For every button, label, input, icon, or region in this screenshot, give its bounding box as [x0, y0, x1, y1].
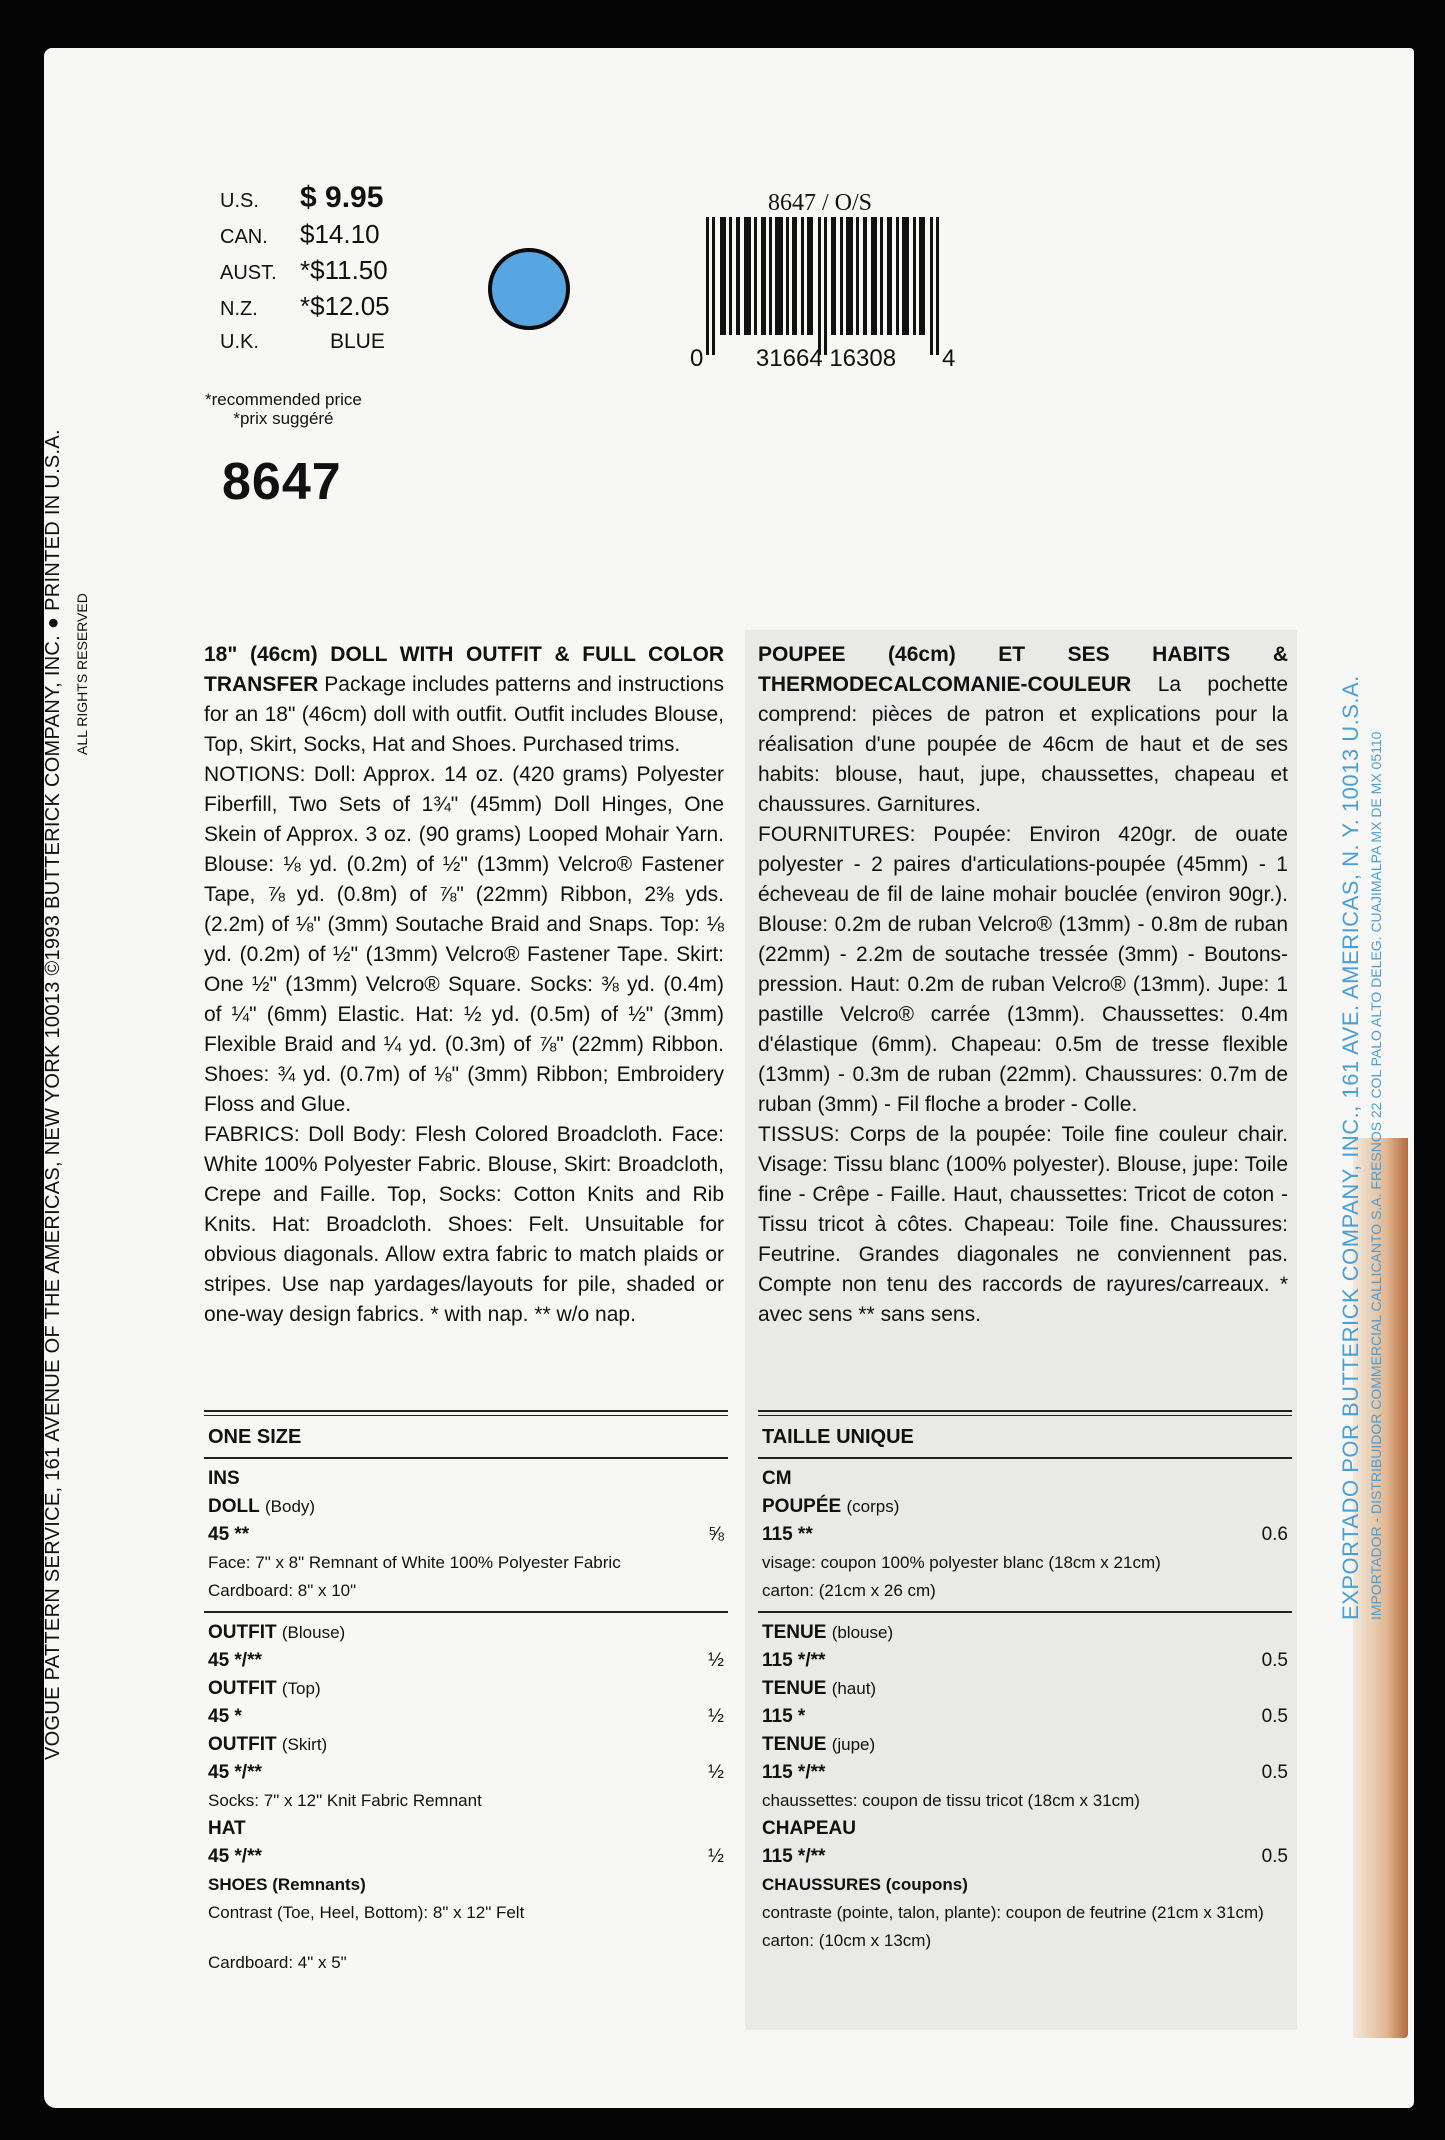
price-value: *$11.50	[300, 255, 388, 285]
hat-yardage	[208, 1843, 724, 1871]
french-fabrics: TISSUS: Corps de la poupée: Toile fine couleur chair. Visage: Tissu blanc (100% polyester). Blouse, jupe: Toile fine - Crêpe - Faille. Haut, chaussettes: Tricot de coton - Tissu tricot à côtes. Chapeau: Toile fine. Chaussures: Feutrine. Grandes diagonales ne conviennent pas. Compte non tenu des raccords de rayures/carreaux. * avec sens ** sans sens.	[758, 1123, 1288, 1326]
importer-line: IMPORTADOR - DISTRIBUIDOR COMMERCIAL CALLICANTO S.A. FRESNOS 22 COL PALO ALTO DELEG. CUAJIMALPA MX DE MX 05110	[1368, 731, 1384, 1620]
pattern-number: 8647	[222, 453, 342, 511]
barcode	[690, 190, 990, 373]
french-description	[758, 640, 1288, 1330]
outfit-block	[758, 1611, 1292, 1961]
doll-label	[208, 1493, 724, 1521]
contrast-note: contraste (pointe, talon, plante): coupon de feutrine (21cm x 31cm)	[762, 1903, 1264, 1922]
doll-subtitle: (Body)	[265, 1497, 316, 1516]
english-intro	[204, 640, 724, 760]
outfit-subtitle: (haut)	[831, 1679, 877, 1698]
rights-reserved: ALL RIGHTS RESERVED	[74, 593, 90, 755]
outfit-block	[204, 1611, 728, 1983]
yardage-amount: ½	[708, 1846, 724, 1867]
barcode-top-text: 8647 / O/S	[767, 190, 872, 216]
socks-note: chaussettes: coupon de tissu tricot (18cm x 31cm)	[762, 1791, 1140, 1810]
face-note: visage: coupon 100% polyester blanc (18cm x 21cm)	[762, 1553, 1161, 1572]
fabric-width: 45 */**	[208, 1762, 262, 1783]
outfit-skirt-label	[208, 1731, 724, 1759]
shoes-label: SHOES (Remnants)	[208, 1875, 366, 1894]
price-label: U.K.	[220, 331, 259, 353]
yardage-amount: 0.6	[1261, 1524, 1288, 1545]
price-label: AUST.	[220, 262, 277, 284]
price-label: CAN.	[220, 226, 268, 248]
hat-label: HAT	[208, 1818, 246, 1839]
outfit-title: OUTFIT	[208, 1622, 277, 1643]
yardage-table-english	[204, 1410, 728, 1983]
face-note: Face: 7" x 8" Remnant of White 100% Polyester Fabric	[208, 1553, 621, 1572]
doll-block	[204, 1459, 728, 1611]
outfit-subtitle: (Blouse)	[281, 1623, 346, 1642]
price-value: *$12.05	[300, 291, 390, 321]
top-yardage	[762, 1703, 1288, 1731]
english-intro-title: 18" (46cm) DOLL WITH OUTFIT & FULL COLOR TRANSFER	[204, 643, 724, 696]
english-fabrics: FABRICS: Doll Body: Flesh Colored Broadcloth. Face: White 100% Polyester Fabric. Blouse, Skirt: Broadcloth, Crepe and Faille. Top, Socks: Cotton Knits and Rib Knits. Hat: Broadcloth. Shoes: Felt. Unsuitable for obvious diagonals. Allow extra fabric to match plaids or stripes. Use nap yardages/layouts for pile, shaded or one-way design fabrics. * with nap. ** w/o nap.	[204, 1123, 724, 1326]
top-yardage	[208, 1703, 724, 1731]
outfit-blouse-label	[762, 1619, 1288, 1647]
outfit-title: TENUE	[762, 1678, 827, 1699]
fabric-width: 115 **	[762, 1524, 813, 1545]
fabric-width: 115 */**	[762, 1762, 826, 1783]
outfit-top-label	[762, 1675, 1288, 1703]
yardage-amount: ½	[708, 1762, 724, 1783]
outfit-subtitle: (Skirt)	[281, 1735, 328, 1754]
price-value: $14.10	[300, 219, 380, 249]
outfit-blouse-label	[208, 1619, 724, 1647]
french-intro	[758, 640, 1288, 820]
unit-label: CM	[762, 1468, 792, 1489]
french-intro-title: POUPEE (46cm) ET SES HABITS & THERMODECALCOMANIE-COULEUR	[758, 643, 1288, 696]
blouse-yardage	[208, 1647, 724, 1675]
barcode-numbers	[690, 345, 990, 373]
hat-label: CHAPEAU	[762, 1818, 856, 1839]
exporter-line: EXPORTADO POR BUTTERICK COMPANY, INC., 161 AVE. AMERICAS, N. Y. 10013 U.S.A.	[1338, 675, 1363, 1620]
yardage-table-french	[758, 1410, 1292, 1961]
fabric-width: 115 */**	[762, 1846, 826, 1867]
english-description	[204, 640, 724, 1330]
cardboard-note: Cardboard: 4" x 5"	[208, 1953, 347, 1972]
english-intro-text: Package includes patterns and instructions for an 18" (46cm) doll with outfit. Outfit includes Blouse, Top, Skirt, Socks, Hat and Shoes. Purchased trims.	[204, 673, 724, 756]
cardboard-note: carton: (10cm x 13cm)	[762, 1931, 932, 1950]
barcode-graphic	[706, 217, 956, 355]
price-row	[220, 324, 390, 360]
french-intro-text: La pochette comprend: pièces de patron et explications pour la réalisation d'une poupée de 46cm de haut et de ses habits: blouse, haut, jupe, chaussettes, chapeau et chaussures. Garnitures.	[758, 673, 1288, 816]
cardboard-note: Cardboard: 8" x 10"	[208, 1581, 357, 1600]
price-value: BLUE	[330, 330, 385, 353]
yardage-amount: 0.5	[1261, 1846, 1288, 1867]
barcode-right-digit: 4	[942, 345, 956, 372]
outfit-subtitle: (blouse)	[831, 1623, 894, 1642]
yardage-amount: ½	[708, 1650, 724, 1671]
price-row	[220, 288, 390, 324]
fabric-width: 45 *	[208, 1706, 242, 1727]
recommended-en: *recommended price	[205, 390, 362, 409]
doll-label	[762, 1493, 1288, 1521]
skirt-yardage	[208, 1759, 724, 1787]
doll-title: POUPÉE	[762, 1496, 842, 1517]
publisher-address: VOGUE PATTERN SERVICE, 161 AVENUE OF THE AMERICAS, NEW YORK 10013 ©1993 BUTTERICK COMPANY, INC. ● PRINTED IN U.S.A.	[42, 429, 64, 1760]
yardage-amount: 0.5	[1261, 1762, 1288, 1783]
doll-yardage	[762, 1521, 1288, 1549]
barcode-middle-digits: 31664 16308	[755, 345, 897, 372]
outfit-skirt-label	[762, 1731, 1288, 1759]
fabric-width: 45 */**	[208, 1846, 262, 1867]
price-row	[220, 216, 390, 252]
barcode-bars	[706, 217, 956, 355]
outfit-title: TENUE	[762, 1622, 827, 1643]
fabric-width: 45 **	[208, 1524, 250, 1545]
price-row	[220, 180, 390, 216]
outfit-top-label	[208, 1675, 724, 1703]
socks-note: Socks: 7" x 12" Knit Fabric Remnant	[208, 1791, 482, 1810]
outfit-title: TENUE	[762, 1734, 827, 1755]
blue-color-dot	[488, 248, 570, 330]
cardboard-note: carton: (21cm x 26 cm)	[762, 1581, 936, 1600]
yardage-amount: ½	[708, 1706, 724, 1727]
doll-title: DOLL	[208, 1496, 260, 1517]
price-list	[220, 180, 390, 360]
doll-subtitle: (corps)	[846, 1497, 900, 1516]
fabric-width: 115 *	[762, 1706, 806, 1727]
shoes-label: CHAUSSURES (coupons)	[762, 1875, 968, 1894]
yardage-amount: ⅝	[708, 1524, 724, 1545]
price-label: U.S.	[220, 190, 259, 212]
skirt-yardage	[762, 1759, 1288, 1787]
table-header: ONE SIZE	[204, 1416, 728, 1459]
recommended-note	[205, 390, 362, 428]
price-value: $ 9.95	[300, 181, 384, 214]
doll-block	[758, 1459, 1292, 1611]
recommended-fr: *prix suggéré	[233, 409, 334, 428]
yardage-amount: 0.5	[1261, 1650, 1288, 1671]
fabric-width: 115 */**	[762, 1650, 826, 1671]
unit-label: INS	[208, 1468, 240, 1489]
fabric-width: 45 */**	[208, 1650, 262, 1671]
contrast-note: Contrast (Toe, Heel, Bottom): 8" x 12" Felt	[208, 1903, 525, 1922]
doll-yardage	[208, 1521, 724, 1549]
english-notions: NOTIONS: Doll: Approx. 14 oz. (420 grams) Polyester Fiberfill, Two Sets of 1¾" (45mm) Doll Hinges, One Skein of Approx. 3 oz. (90 grams) Looped Mohair Yarn. Blouse: ⅛ yd. (0.2m) of ½" (13mm) Velcro® Fastener Tape, ⅞ yd. (0.8m) of ⅞" (22mm) Ribbon, 2⅜ yds. (2.2m) of ⅛" (3mm) Soutache Braid and Snaps. Top: ⅛ yd. (0.2m) of ½" (13mm) Velcro® Fastener Tape. Skirt: One ½" (13mm) Velcro® Square. Socks: ⅜ yd. (0.4m) of ¼" (6mm) Elastic. Hat: ½ yd. (0.5m) of ½" (3mm) Flexible Braid and ¼ yd. (0.3m) of ⅞" (22mm) Ribbon. Shoes: ¾ yd. (0.7m) of ⅛" (3mm) Ribbon; Embroidery Floss and Glue.	[204, 763, 724, 1116]
price-row	[220, 252, 390, 288]
outfit-title: OUTFIT	[208, 1734, 277, 1755]
hat-yardage	[762, 1843, 1288, 1871]
yardage-amount: 0.5	[1261, 1706, 1288, 1727]
table-header: TAILLE UNIQUE	[758, 1416, 1292, 1459]
french-notions: FOURNITURES: Poupée: Environ 420gr. de ouate polyester - 2 paires d'articulations-poupée (45mm) - 1 écheveau de fil de laine mohair bouclée (environ 90gr.). Blouse: 0.2m de ruban Velcro® (13mm) - 0.8m de ruban (22mm) - 2.2m de soutache tressée (3mm) - Boutons-pression. Haut: 0.2m de ruban Velcro® (13mm). Jupe: 1 pastille Velcro® carrée (13mm). Chaussettes: 0.4m d'élastique (6mm). Chapeau: 0.5m de tresse flexible (13mm) - 0.3m de ruban (22mm). Chaussures: 0.7m de ruban (3mm) - Fil floche a broder - Colle.	[758, 823, 1288, 1116]
price-label: N.Z.	[220, 298, 258, 320]
outfit-subtitle: (jupe)	[831, 1735, 876, 1754]
outfit-subtitle: (Top)	[281, 1679, 321, 1698]
outfit-title: OUTFIT	[208, 1678, 277, 1699]
barcode-left-digit: 0	[690, 345, 704, 372]
blouse-yardage	[762, 1647, 1288, 1675]
